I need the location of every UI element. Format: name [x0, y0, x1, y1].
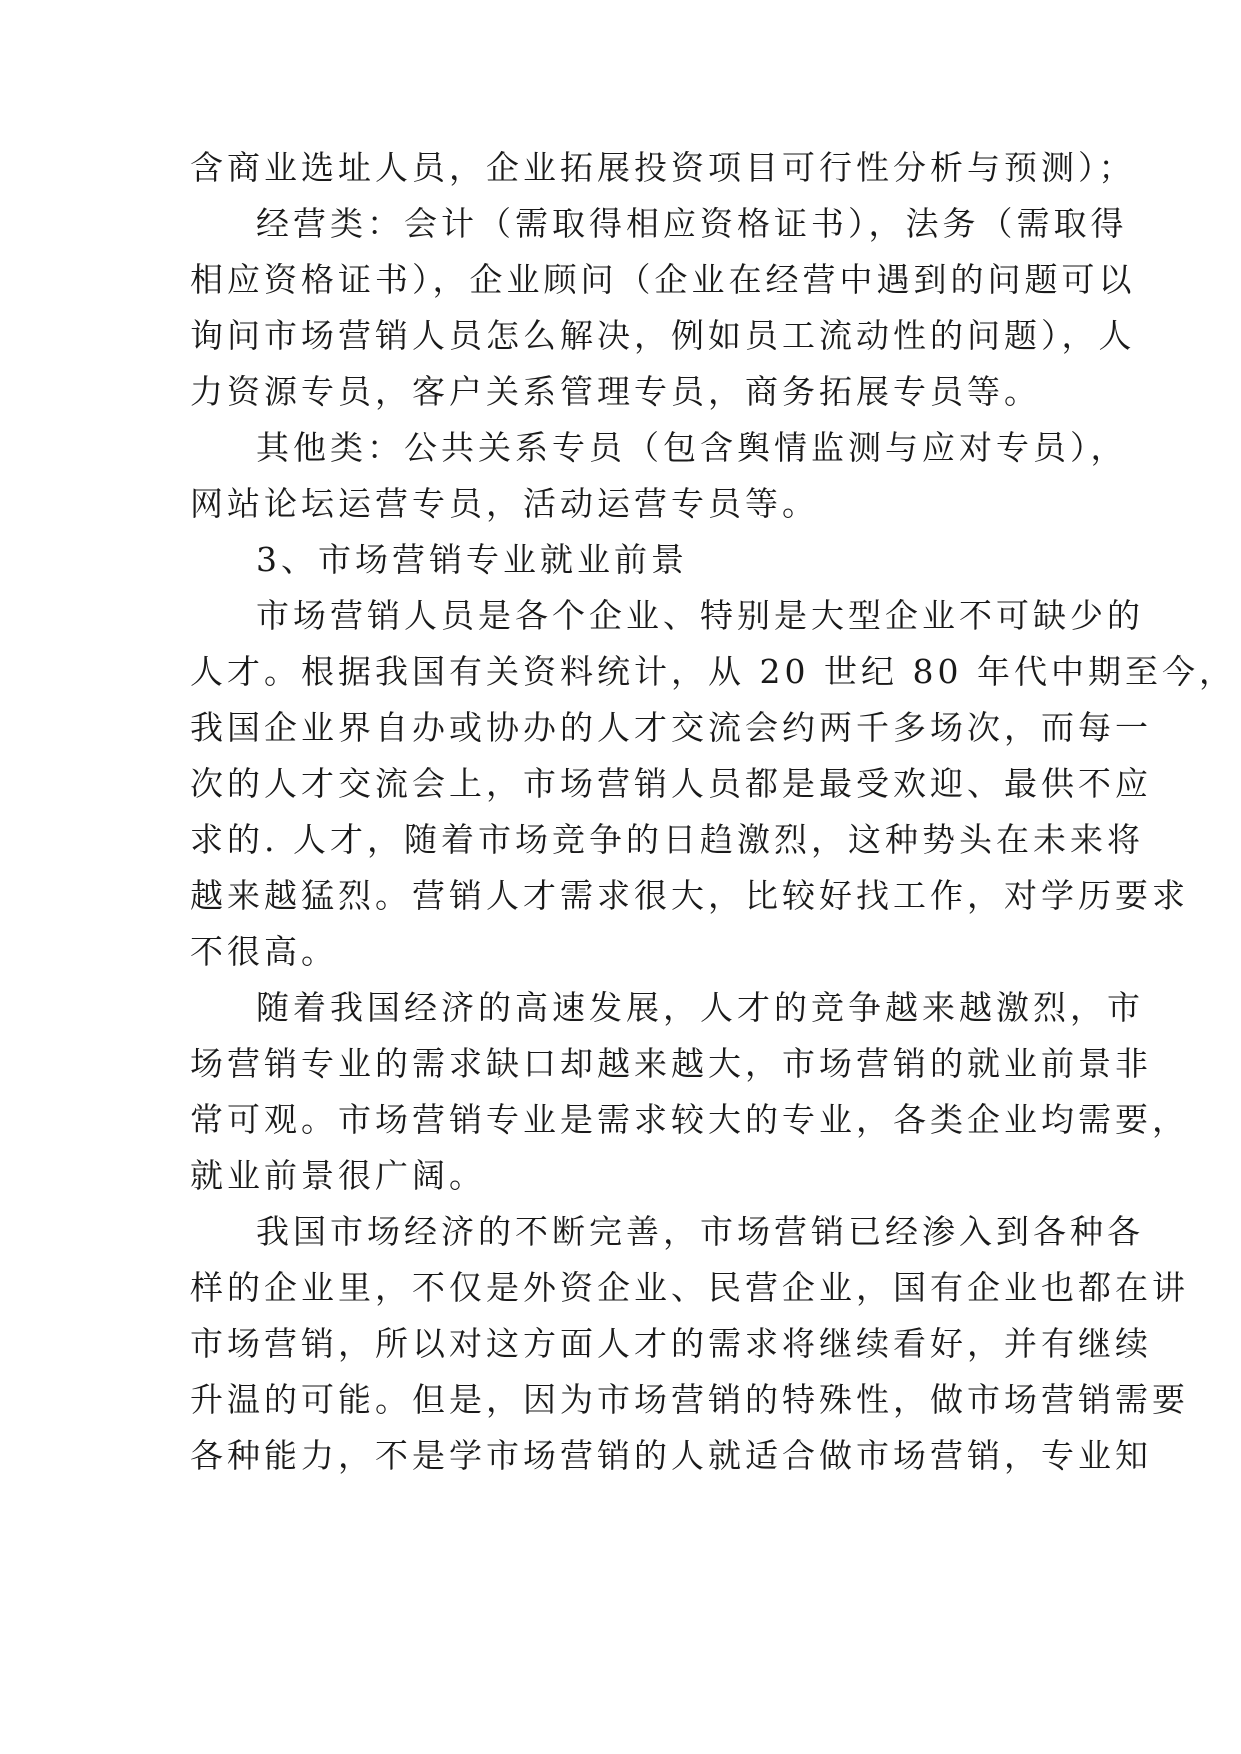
- text-line: 越来越猛烈。营销人才需求很大，比较好找工作，对学历要求: [190, 876, 1189, 915]
- text-line: 网站论坛运营专员，活动运营专员等。: [190, 484, 819, 523]
- text-line: 市场营销人员是各个企业、特别是大型企业不可缺少的: [256, 596, 1144, 635]
- text-line: 其他类：公共关系专员（包含舆情监测与应对专员），: [256, 428, 1128, 467]
- text-line: 次的人才交流会上，市场营销人员都是最受欢迎、最供不应: [190, 764, 1152, 803]
- text-line: 含商业选址人员，企业拓展投资项目可行性分析与预测）；: [190, 148, 1136, 187]
- text-line: 各种能力，不是学市场营销的人就适合做市场营销，专业知: [190, 1436, 1152, 1475]
- text-line: 力资源专员，客户关系管理专员，商务拓展专员等。: [190, 372, 1041, 411]
- text-line: 随着我国经济的高速发展，人才的竞争越来越激烈，市: [256, 988, 1144, 1027]
- text-line: 就业前景很广阔。: [190, 1156, 486, 1195]
- text-line: 人才。根据我国有关资料统计，从 20 世纪 80 年代中期至今，: [190, 652, 1236, 691]
- section-heading: 3、市场营销专业就业前景: [256, 540, 688, 579]
- text-line: 升温的可能。但是，因为市场营销的特殊性，做市场营销需要: [190, 1380, 1189, 1419]
- text-line: 相应资格证书），企业顾问（企业在经营中遇到的问题可以: [190, 260, 1136, 299]
- text-line: 询问市场营销人员怎么解决，例如员工流动性的问题），人: [190, 316, 1136, 355]
- text-line: 场营销专业的需求缺口却越来越大，市场营销的就业前景非: [190, 1044, 1152, 1083]
- text-line: 我国企业界自办或协办的人才交流会约两千多场次，而每一: [190, 708, 1152, 747]
- text-line: 我国市场经济的不断完善，市场营销已经渗入到各种各: [256, 1212, 1144, 1251]
- text-line: 市场营销，所以对这方面人才的需求将继续看好，并有继续: [190, 1324, 1152, 1363]
- text-line: 常可观。市场营销专业是需求较大的专业，各类企业均需要，: [190, 1100, 1189, 1139]
- text-line: 经营类：会计（需取得相应资格证书），法务（需取得: [256, 204, 1128, 243]
- text-line: 样的企业里，不仅是外资企业、民营企业，国有企业也都在讲: [190, 1268, 1189, 1307]
- text-line: 不很高。: [190, 932, 338, 971]
- text-line: 求的. 人才，随着市场竞争的日趋激烈，这种势头在未来将: [190, 820, 1144, 859]
